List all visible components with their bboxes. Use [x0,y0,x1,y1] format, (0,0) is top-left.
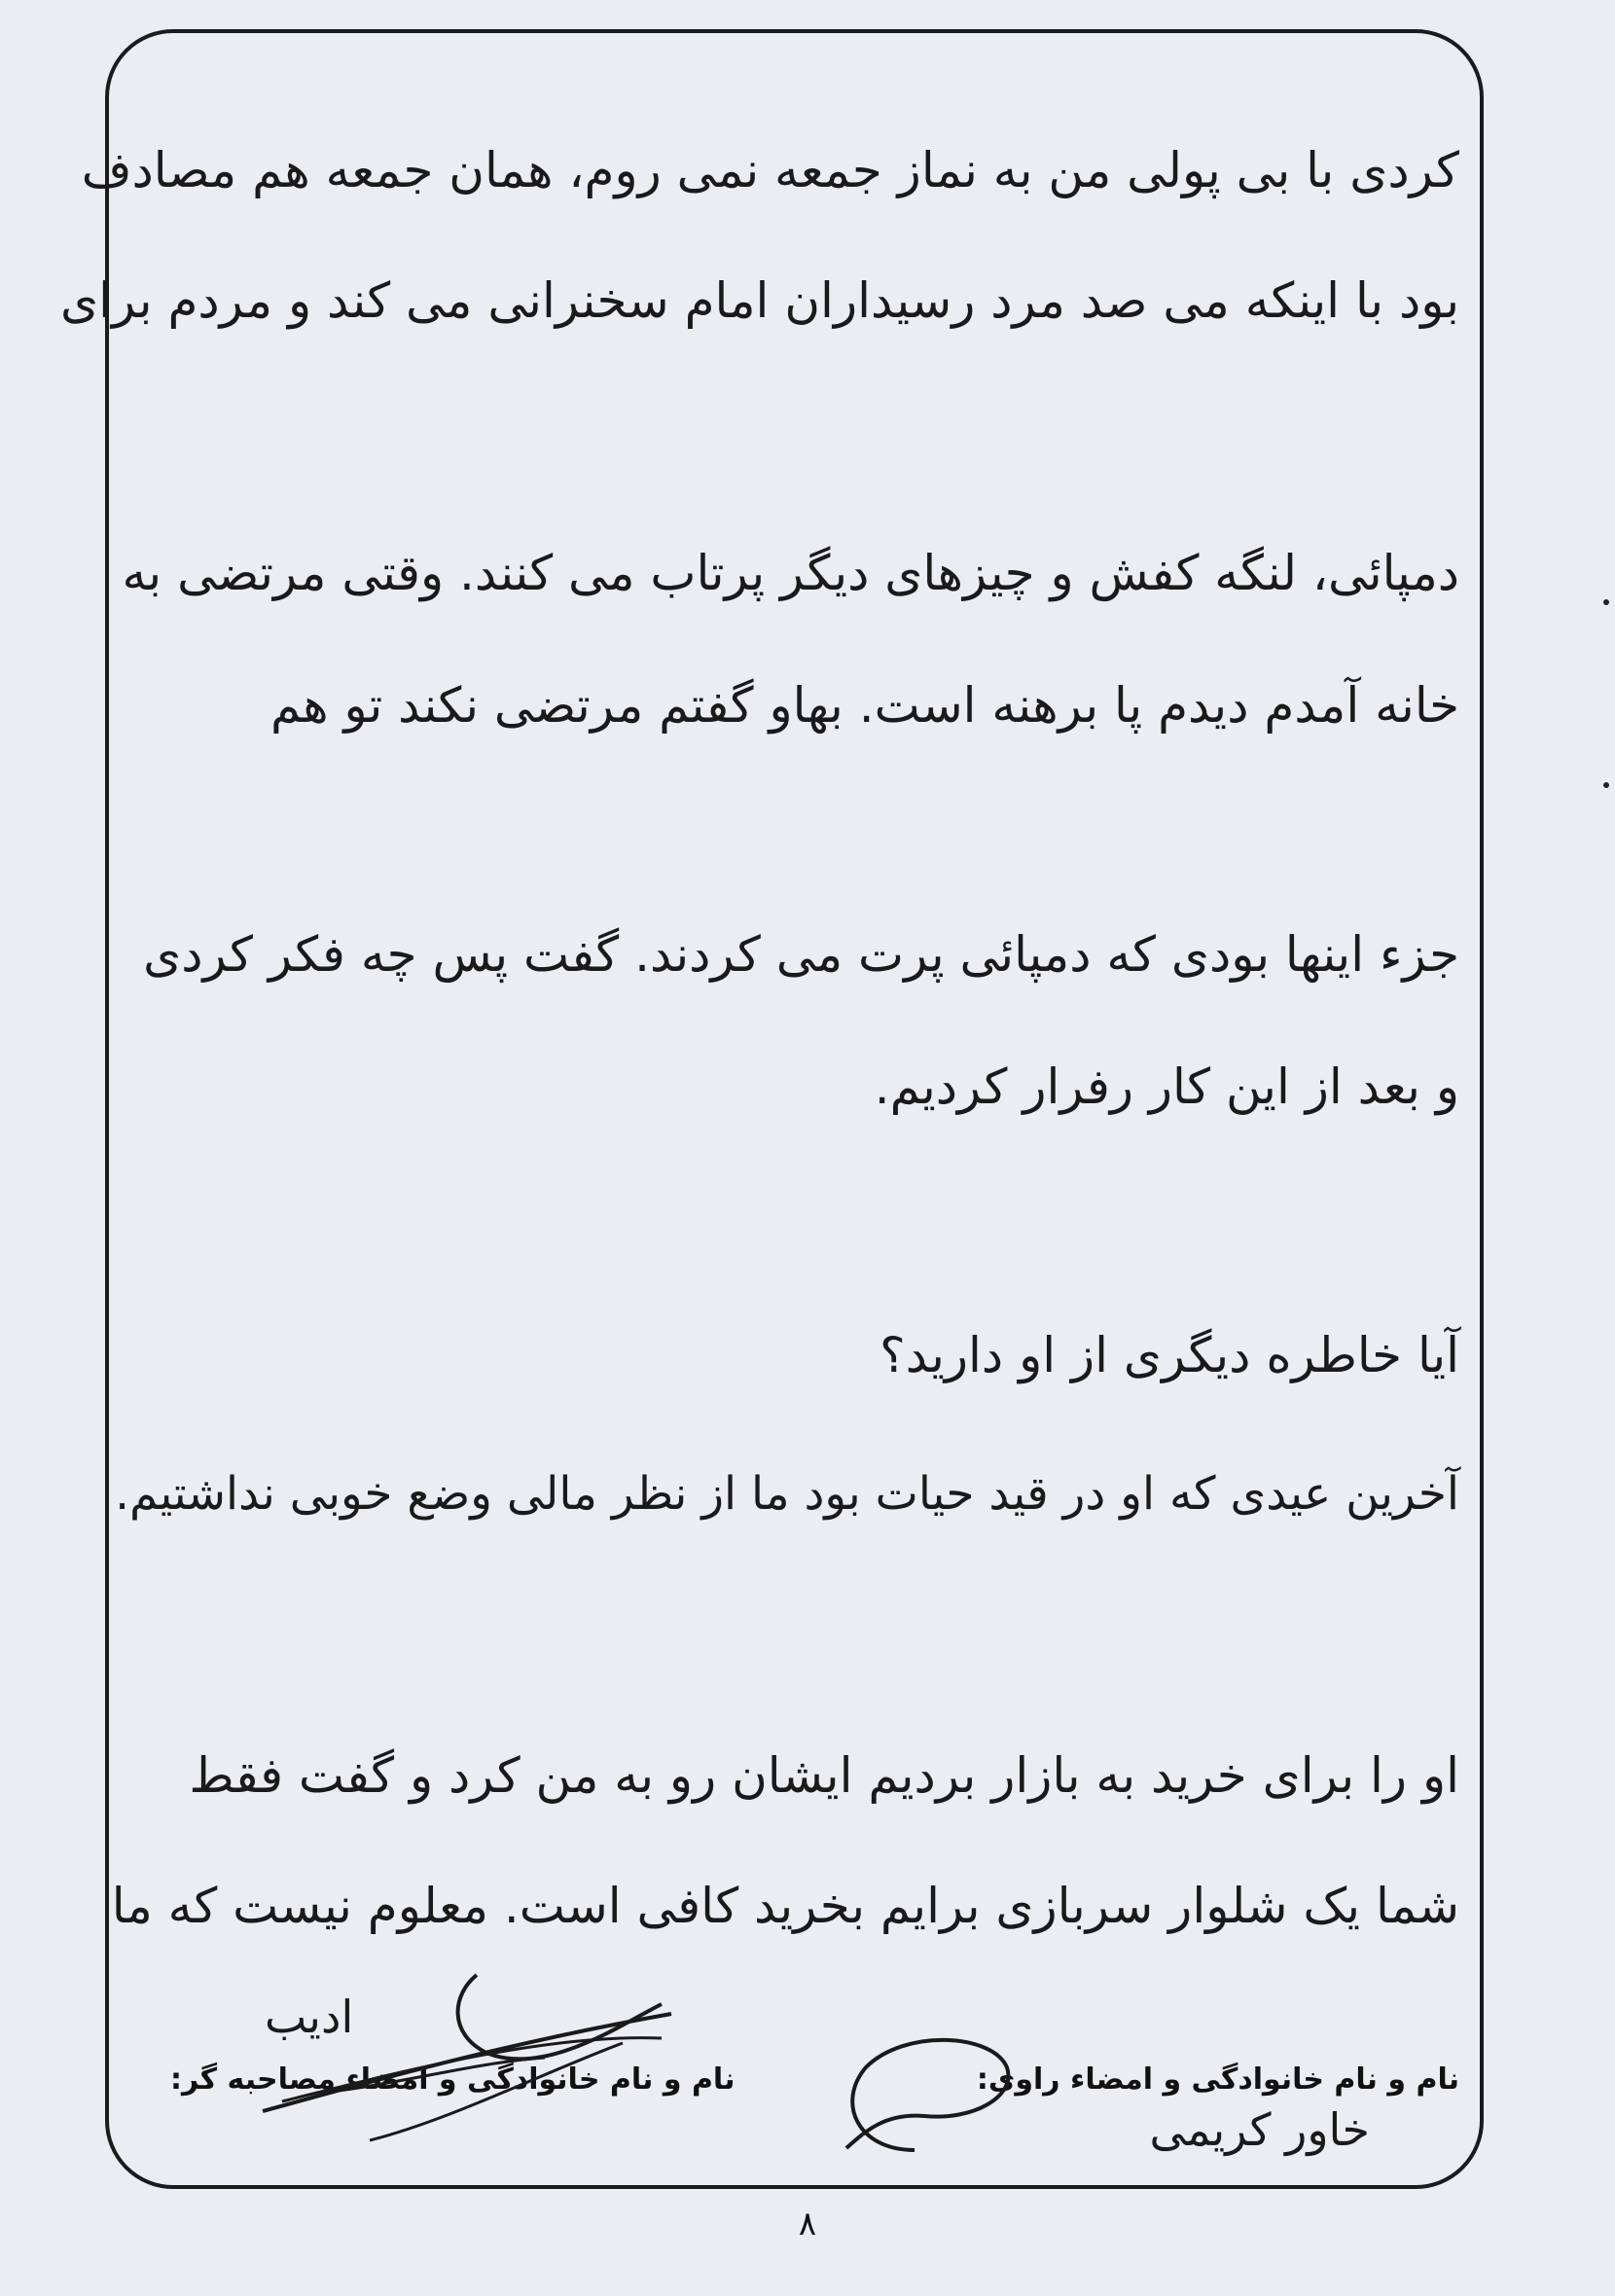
text-line-6: و بعد از این کار رفرار کردیم. [874,1058,1459,1115]
narrator-name: خاور کریمی [1149,2103,1370,2156]
narrator-signature-label: نام و نام خانوادگی و امضاء راوی: [976,2063,1459,2097]
interviewer-signature-scribble [253,1965,681,2150]
margin-mark [1603,599,1609,605]
narrator-signature-scribble [827,2024,1022,2160]
text-line-8: آخرین عیدی که او در قید حیات بود ما از نظر مالی وضع خوبی نداشتیم. [115,1467,1459,1521]
text-line-10: شما یک شلوار سربازی برایم بخرید کافی است. معلوم نیست که ما [111,1878,1459,1934]
text-line-4: خانه آمدم دیدم پا برهنه است. بهاو گفتم مرتضی نکند تو هم [269,677,1459,734]
margin-mark [1603,782,1609,788]
text-line-1: کردی با بی پولی من به نماز جمعه نمی روم، همان جمعه هم مصادف [81,142,1459,198]
page-number: ۸ [798,2205,817,2243]
text-line-3: دمپائی، لنگه کفش و چیزهای دیگر پرتاب می کنند. وقتی مرتضی به [122,545,1459,601]
text-line-9: او را برای خرید به بازار بردیم ایشان رو به من کرد و گفت فقط [189,1747,1459,1804]
interviewer-signature-label: نام و نام خانوادگی و امضاء مصاحبه گر: [170,2063,736,2097]
text-line-5: جزء اینها بودی که دمپائی پرت می کردند. گفت پس چه فکر کردی [143,926,1459,983]
text-line-2: بود با اینکه می صد مرد رسیداران امام سخنرانی می کند و مردم برای [60,272,1459,329]
question-line: آیا خاطره دیگری از او دارید؟ [879,1327,1459,1383]
interviewer-name: ادیب [265,1991,354,2043]
